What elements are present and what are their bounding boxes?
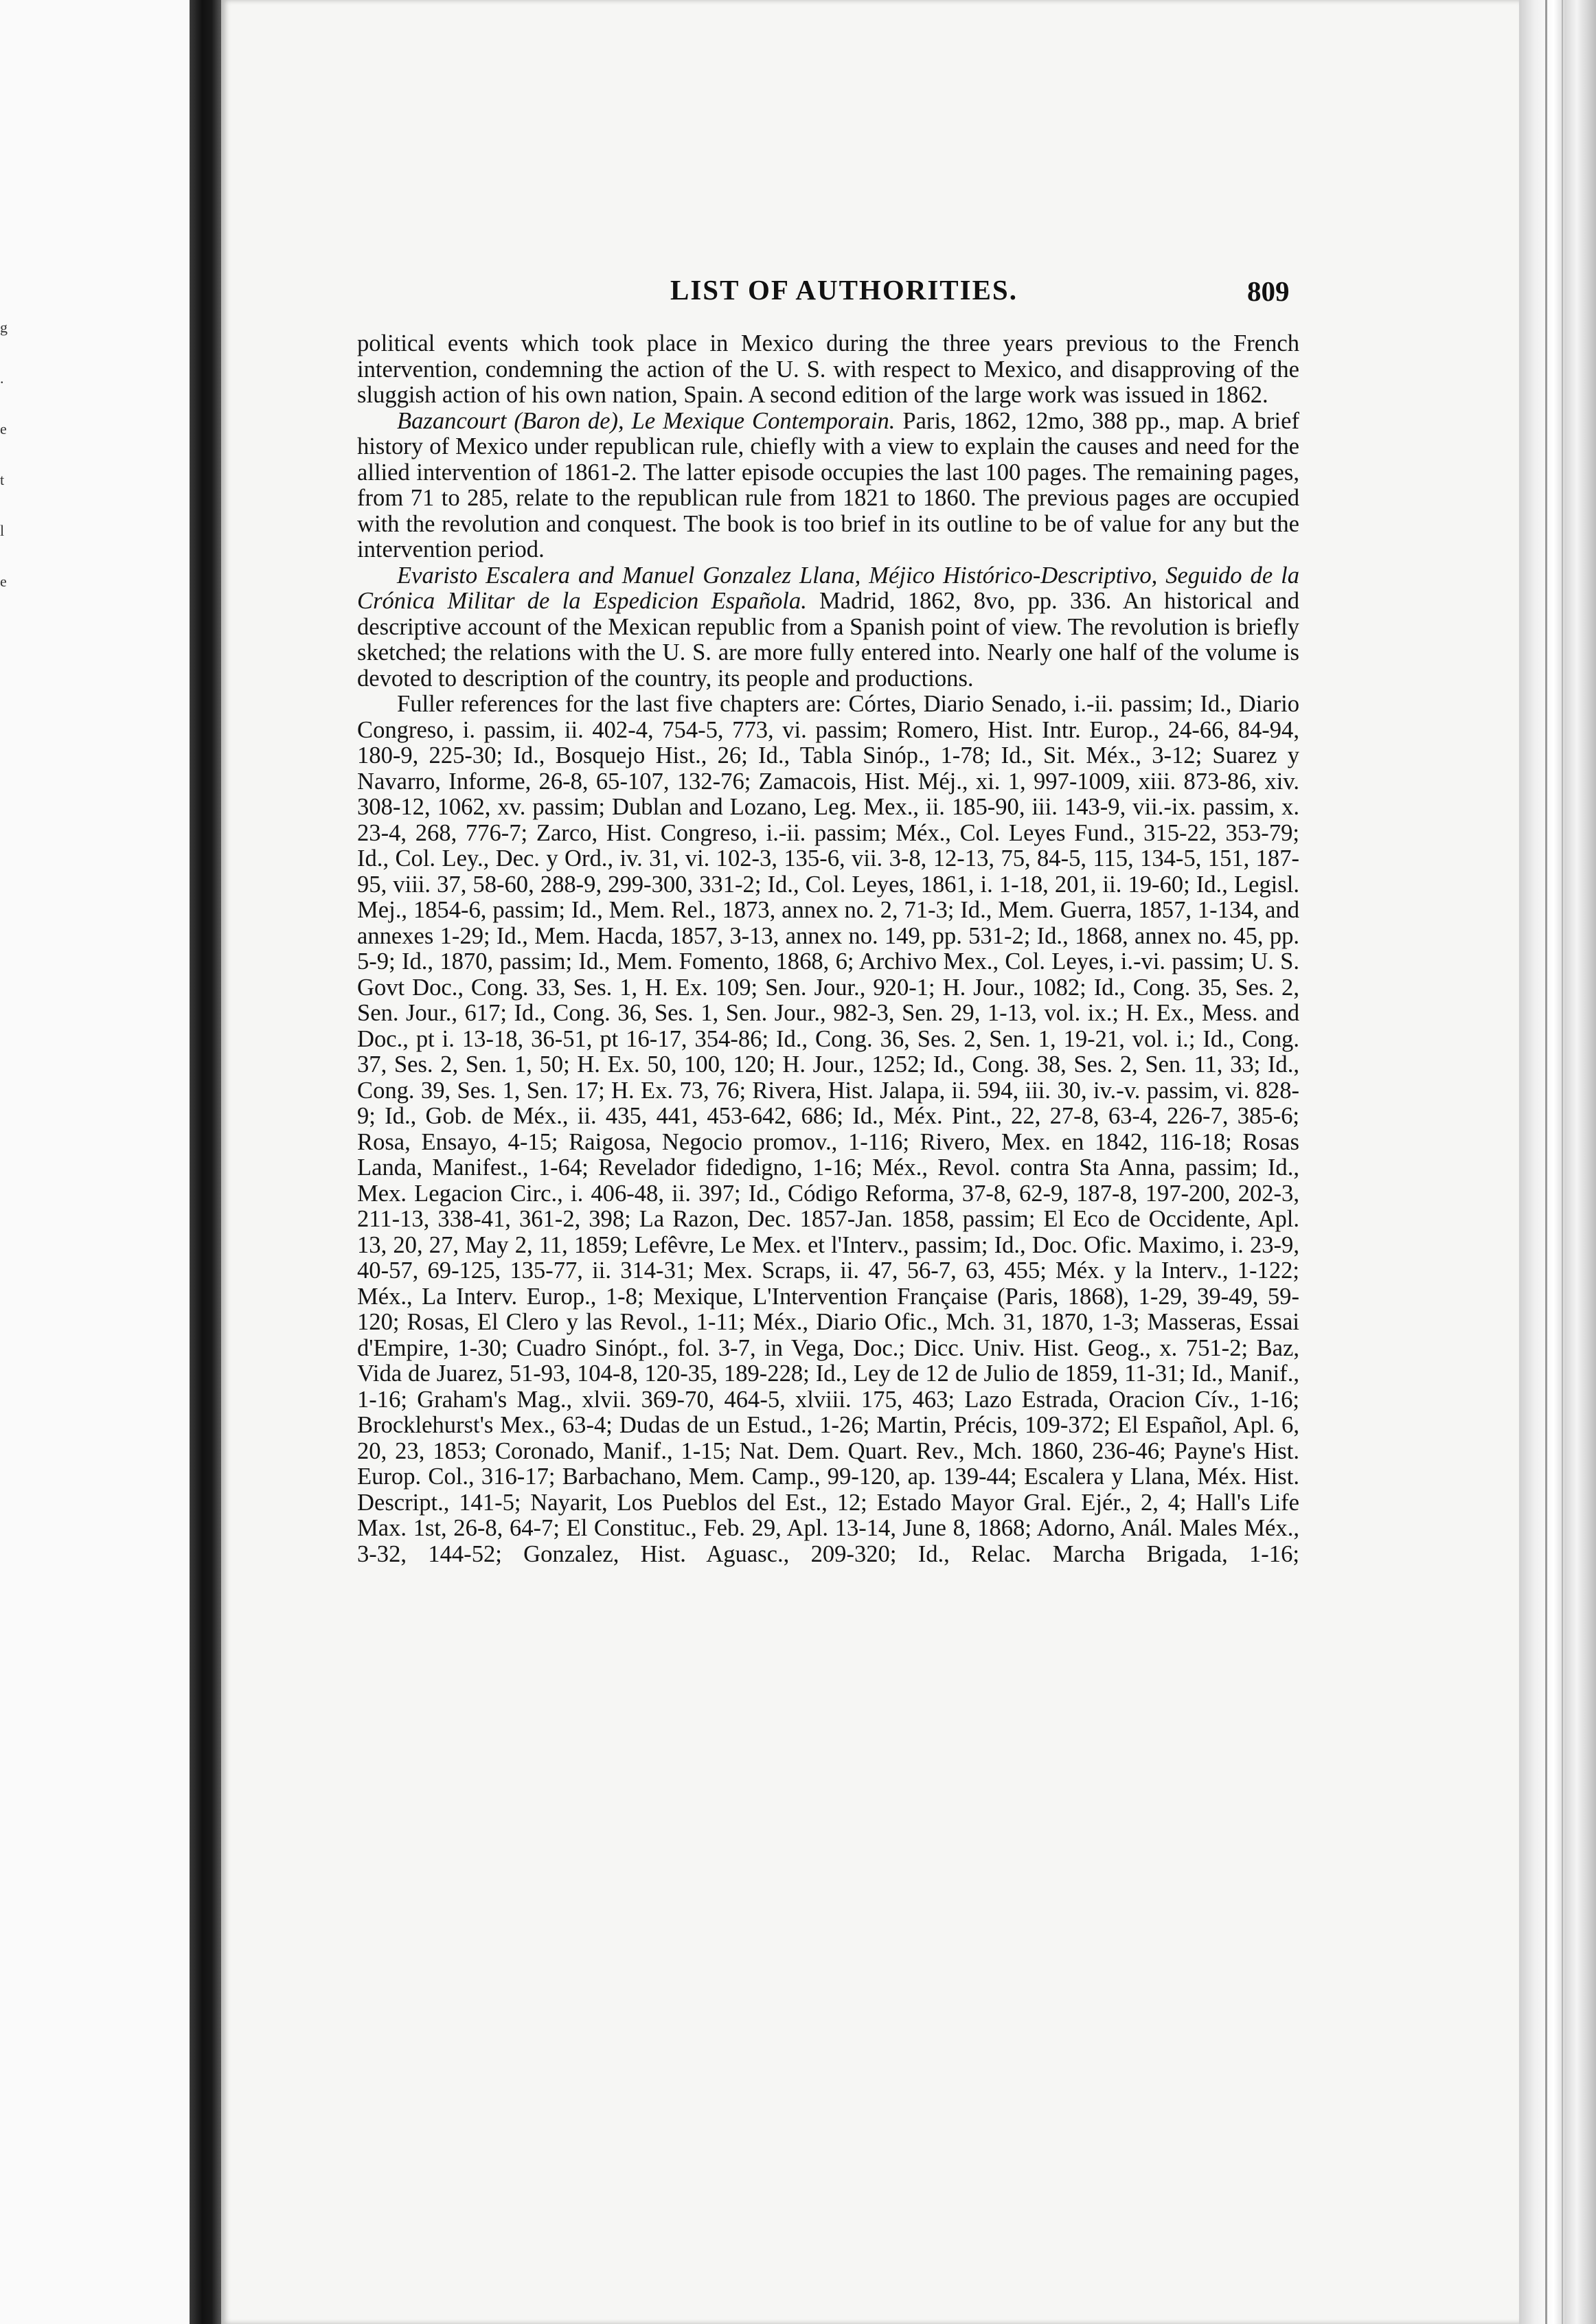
paragraph-text: Paris, 1862, 12mo, 388 pp., map. A brief history of Mexico under republican rule, chiefly with a view to explain the causes and need for the allied intervention of 1861-2. The latter episode occupies the last 100 pages. The remaining pages, from 71 to 285, relate to the republican rule from 1821 to 1860. The previous pages are occupied with the revolution and conquest. The book is too brief in its outline to be of value for any but the intervention period. [357,407,1299,562]
page-edge-line [1545,0,1547,2324]
paragraph-references [357,692,1299,1567]
previous-page-edge-letters [0,302,10,607]
edge-letters-text: g . e t l e [0,319,8,590]
body-text [357,331,1299,1567]
page-edge-line [1562,0,1563,2324]
page-number: 809 [1247,275,1290,307]
paragraph-continued [357,331,1299,409]
book-gutter [190,0,221,2324]
citation-title: Evaristo Escalera and Manuel Gonzalez Llana, Méjico Histórico-Descriptivo, Seguido de la Crónica Militar de la Espedicion Española. [357,562,1299,614]
previous-page-edge [0,0,190,2324]
paragraph-text: Madrid, 1862, 8vo, pp. 336. An historical and descriptive account of the Mexican republic from a Spanish point of view. The revolution is briefly sketched; the relations with the U. S. are more fully entered into. Nearly one half of the volume is devoted to description of the country, its people and productions. [357,588,1299,692]
running-title: LIST OF AUTHORITIES. [670,274,1018,306]
page-header [670,273,1302,315]
citation-title: Bazancourt (Baron de), Le Mexique Contemporain. [397,407,896,434]
page-stack-edge [1519,0,1596,2324]
paragraph-escalera [357,563,1299,692]
paragraph-bazancourt [357,409,1299,563]
paragraph-text: political events which took place in Mexico during the three years previous to the French intervention, condemning the action of the U. S. with respect to Mexico, and disapproving of the sluggish action of his own nation, Spain. A second edition of the large work was issued in 1862. [357,330,1299,408]
paragraph-text: Fuller references for the last five chapters are: Córtes, Diario Senado, i.-ii. passim; Id., Diario Congreso, i. passim, ii. 402-4, 754-5, 773, vi. passim; Romero, Hist. Intr. Europ., 24-66, 84-94, 180-9, 225-30; Id., Bosquejo Hist., 26; Id., Tabla Sinóp., 1-78; Id., Sit. Méx., 3-12; Suarez y Navarro, Informe, 26-8, 65-107, 132-76; Zamacois, Hist. Méj., xi. 1, 997-1009, xiii. 873-86, xiv. 308-12, 1062, xv. passim; Dublan and Lozano, Leg. Mex., ii. 185-90, iii. 143-9, vii.-ix. passim, x. 23-4, 268, 776-7; Zarco, Hist. Congreso, i.-ii. passim; Méx., Col. Leyes Fund., 315-22, 353-79; Id., Col. Ley., Dec. y Ord., iv. 31, vi. 102-3, 135-6, vii. 3-8, 12-13, 75, 84-5, 115, 134-5, 151, 187-95, viii. 37, 58-60, 288-9, 299-300, 331-2; Id., Col. Leyes, 1861, i. 1-18, 201, ii. 19-60; Id., Legisl. Mej., 1854-6, passim; Id., Mem. Rel., 1873, annex no. 2, 71-3; Id., Mem. Guerra, 1857, 1-134, and annexes 1-29; Id., Mem. Hacda, 1857, 3-13, annex no. 149, pp. 531-2; Id., 1868, annex no. 45, pp. 5-9; Id., 1870, passim; Id., Mem. Fomento, 1868, 6; Archivo Mex., Col. Leyes, i.-vi. passim; U. S. Govt Doc., Cong. 33, Ses. 1, H. Ex. 109; Sen. Jour., 920-1; H. Jour., 1082; Id., Cong. 35, Ses. 2, Sen. Jour., 617; Id., Cong. 36, Ses. 1, Sen. Jour., 982-3, Sen. 29, 1-13, vol. ix.; H. Ex., Mess. and Doc., pt i. 13-18, 36-51, pt 16-17, 354-86; Id., Cong. 36, Ses. 2, Sen. 1, 19-21, vol. i.; Id., Cong. 37, Ses. 2, Sen. 1, 50; H. Ex. 50, 100, 120; H. Jour., 1252; Id., Cong. 38, Ses. 2, Sen. 11, 33; Id., Cong. 39, Ses. 1, Sen. 17; H. Ex. 73, 76; Rivera, Hist. Jalapa, ii. 594, iii. 30, iv.-v. passim, vi. 828-9; Id., Gob. de Méx., ii. 435, 441, 453-642, 686; Id., Méx. Pint., 22, 27-8, 63-4, 226-7, 385-6; Rosa, Ensayo, 4-15; Raigosa, Negocio promov., 1-116; Rivero, Mex. en 1842, 116-18; Rosas Landa, Manifest., 1-64; Revelador fidedigno, 1-16; Méx., Revol. contra Sta Anna, passim; Id., Mex. Legacion Circ., i. 406-48, ii. 397; Id., Código Reforma, 37-8, 62-9, 187-8, 197-200, 202-3, 211-13, 338-41, 361-2, 398; La Razon, Dec. 1857-Jan. 1858, passim; El Eco de Occidente, Apl. 13, 20, 27, May 2, 11, 1859; Lefêvre, Le Mex. et l'Interv., passim; Id., Doc. Ofic. Maximo, i. 23-9, 40-57, 69-125, 135-77, ii. 314-31; Mex. Scraps, ii. 47, 56-7, 63, 455; Méx. y la Interv., 1-122; Méx., La Interv. Europ., 1-8; Mexique, L'Intervention Française (Paris, 1868), 1-29, 39-49, 59-120; Rosas, El Clero y las Revol., 1-11; Méx., Diario Ofic., Mch. 31, 1870, 1-3; Masseras, Essai d'Empire, 1-30; Cuadro Sinópt., fol. 3-7, in Vega, Doc.; Dicc. Univ. Hist. Geog., x. 751-2; Baz, Vida de Juarez, 51-93, 104-8, 120-35, 189-228; Id., Ley de 12 de Julio de 1859, 11-31; Id., Manif., 1-16; Graham's Mag., xlvii. 369-70, 464-5, xlviii. 175, 463; Lazo Estrada, Oracion Cív., 1-16; Brocklehurst's Mex., 63-4; Dudas de un Estud., 1-26; Martin, Précis, 109-372; El Español, Apl. 6, 20, 23, 1853; Coronado, Manif., 1-15; Nat. Dem. Quart. Rev., Mch. 1860, 236-46; Payne's Hist. Europ. Col., 316-17; Barbachano, Mem. Camp., 99-120, ap. 139-44; Escalera y Llana, Méx. Hist. Descript., 141-5; Nayarit, Los Pueblos del Est., 12; Estado Mayor Gral. Ejér., 2, 4; Hall's Life Max. 1st, 26-8, 64-7; El Constituc., Feb. 29, Apl. 13-14, June 8, 1868; Adorno, Anál. Males Méx., 3-32, 144-52; Gonzalez, Hist. Aguasc., 209-320; Id., Relac. Marcha Brigada, 1-16; [357,691,1299,1567]
